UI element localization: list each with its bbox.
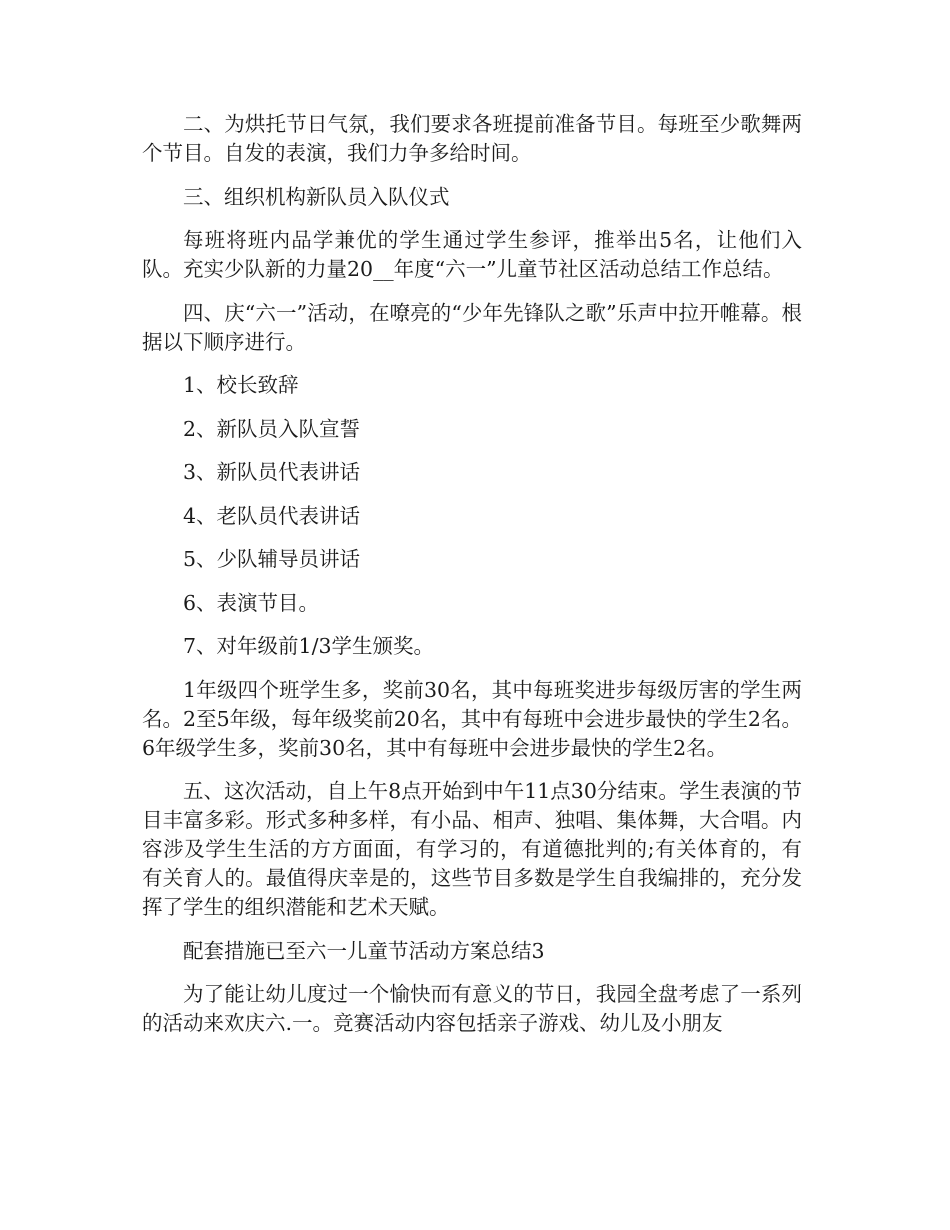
heading-organization: 三、组织机构新队员入队仪式 [183, 184, 450, 209]
paragraph-award-details: 1年级四个班学生多，奖前30名，其中每班奖进步每级厉害的学生两名。2至5年级，每年级奖前20名，其中有每班中会进步最快的学生2名。6年级学生多，奖前30名，其中有每班中会进步最快的学生2名。 [142, 677, 802, 760]
list-item-principal-speech: 1、校长致辞 [183, 373, 299, 397]
list-item-counselor-speech: 5、少队辅导员讲话 [183, 547, 361, 571]
list-item-oath: 2、新队员入队宣誓 [183, 416, 361, 441]
list-item-new-member-speech: 3、新队员代表讲话 [183, 460, 361, 484]
section-heading-summary-3: 配套措施已至六一儿童节活动方案总结3 [183, 938, 545, 963]
paragraph-activity-summary: 五、这次活动，自上午8点开始到中午11点30分结束。学生表演的节目丰富多彩。形式多种多样，有小品、相声、独唱、集体舞，大合唱。内容涉及学生生活的方方面面，有学习的，有道德批判的;有关体育的，有有关育人的。最值得庆幸是的，这些节目多数是学生自我编排的，充分发挥了学生的组织潜能和艺术天赋。 [142, 779, 802, 919]
list-item-performance: 6、表演节目。 [183, 590, 320, 615]
paragraph-class-selection: 每班将班内品学兼优的学生通过学生参评，推举出5名，让他们入队。充实少队新的力量20__年度“六一”儿童节社区活动总结工作总结。 [142, 228, 802, 281]
list-item-awards: 7、对年级前1/3学生颁奖。 [183, 634, 435, 658]
paragraph-kindergarten-intro: 为了能让幼儿度过一个愉快而有意义的节日，我园全盘考虑了一系列的活动来欢庆六.一。竞赛活动内容包括亲子游戏、幼儿及小朋友 [142, 982, 802, 1035]
paragraph-program-prep: 二、为烘托节日气氛，我们要求各班提前准备节目。每班至少歌舞两个节目。自发的表演，我们力争多给时间。 [142, 112, 802, 165]
document-body [142, 110, 802, 1053]
paragraph-celebration-order: 四、庆“六一”活动，在嘹亮的“少年先锋队之歌”乐声中拉开帷幕。根据以下顺序进行。 [142, 300, 802, 354]
list-item-old-member-speech: 4、老队员代表讲话 [183, 503, 361, 528]
